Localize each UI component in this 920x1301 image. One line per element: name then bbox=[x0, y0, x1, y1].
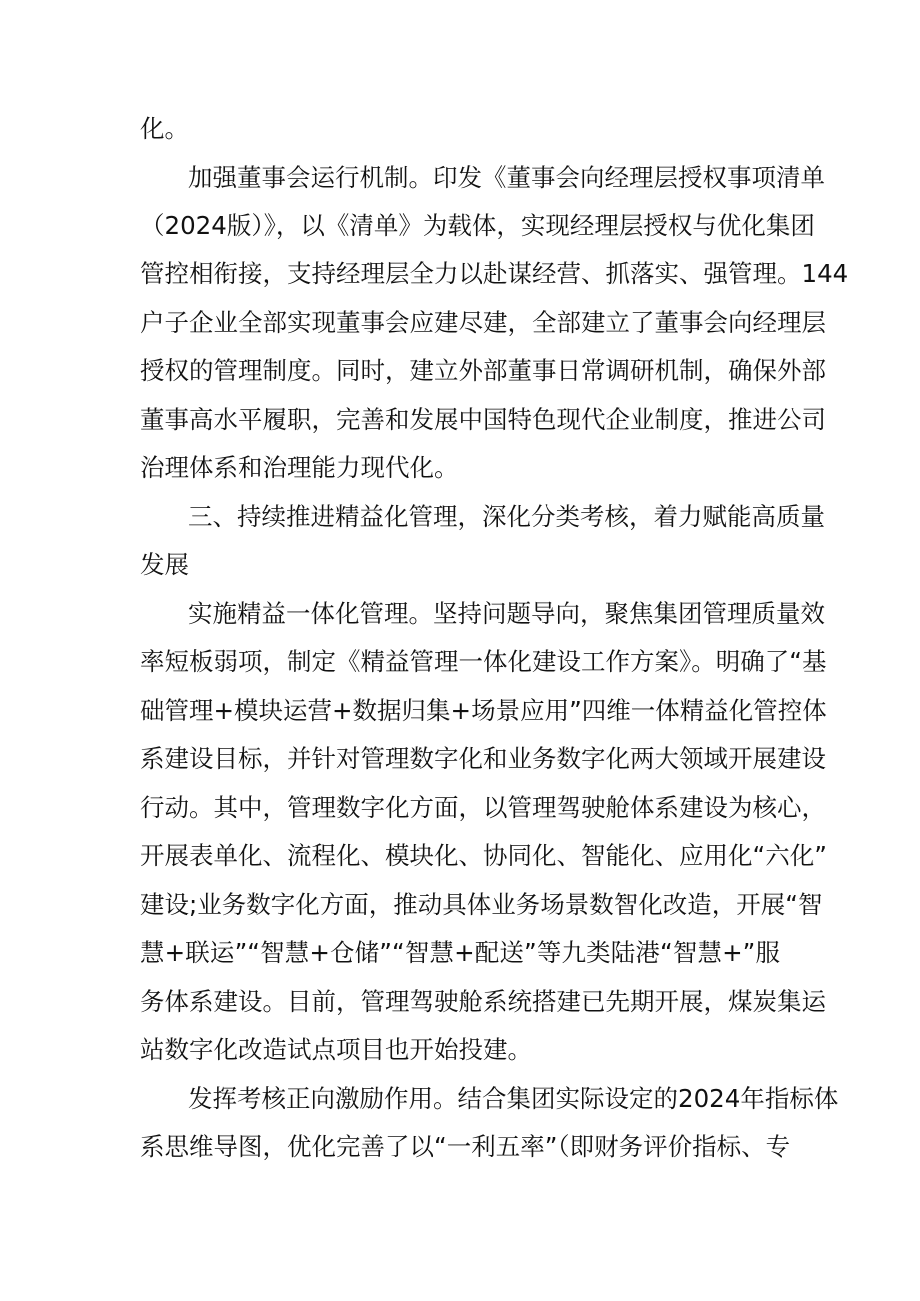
paragraph-line: 发挥考核正向激励作用。结合集团实际设定的2024年指标体 bbox=[188, 1084, 839, 1113]
paragraph-line: 治理体系和治理能力现代化。 bbox=[140, 453, 459, 482]
paragraph-line: 授权的管理制度。同时，建立外部董事日常调研机制，确保外部 bbox=[140, 356, 826, 385]
paragraph-line: （2024版）》，以《清单》为载体，实现经理层授权与优化集团 bbox=[140, 211, 815, 240]
paragraph-line: 化。 bbox=[140, 114, 189, 143]
paragraph-line: 建设;业务数字化方面，推动具体业务场景数智化改造，开展“智 bbox=[140, 890, 823, 919]
paragraph-line: 董事高水平履职，完善和发展中国特色现代企业制度，推进公司 bbox=[140, 405, 826, 434]
paragraph-line: 户子企业全部实现董事会应建尽建，全部建立了董事会向经理层 bbox=[140, 308, 826, 337]
paragraph-line: 础管理+模块运营+数据归集+场景应用”四维一体精益化管控体 bbox=[140, 696, 827, 725]
paragraph-line: 实施精益一体化管理。坚持问题导向，聚焦集团管理质量效 bbox=[188, 599, 825, 628]
paragraph-line: 慧+联运”“智慧+仓储”“智慧+配送”等九类陆港“智慧+”服 bbox=[140, 938, 780, 967]
paragraph-line: 率短板弱项，制定《精益管理一体化建设工作方案》。明确了“基 bbox=[140, 647, 827, 676]
paragraph-line: 管控相衔接，支持经理层全力以赴谋经营、抓落实、强管理。144 bbox=[140, 259, 849, 288]
paragraph-line: 行动。其中，管理数字化方面，以管理驾驶舱体系建设为核心， bbox=[140, 793, 826, 822]
paragraph-line: 开展表单化、流程化、模块化、协同化、智能化、应用化“六化” bbox=[140, 841, 827, 870]
paragraph-line: 系思维导图，优化完善了以“一利五率”（即财务评价指标、专 bbox=[140, 1132, 791, 1161]
section-heading-line: 发展 bbox=[140, 550, 189, 579]
section-heading-line: 三、持续推进精益化管理，深化分类考核，着力赋能高质量 bbox=[188, 502, 825, 531]
paragraph-line: 系建设目标，并针对管理数字化和业务数字化两大领域开展建设 bbox=[140, 744, 826, 773]
paragraph-line: 务体系建设。目前，管理驾驶舱系统搭建已先期开展，煤炭集运 bbox=[140, 987, 826, 1016]
paragraph-line: 站数字化改造试点项目也开始投建。 bbox=[140, 1035, 532, 1064]
paragraph-line: 加强董事会运行机制。印发《董事会向经理层授权事项清单 bbox=[188, 163, 825, 192]
